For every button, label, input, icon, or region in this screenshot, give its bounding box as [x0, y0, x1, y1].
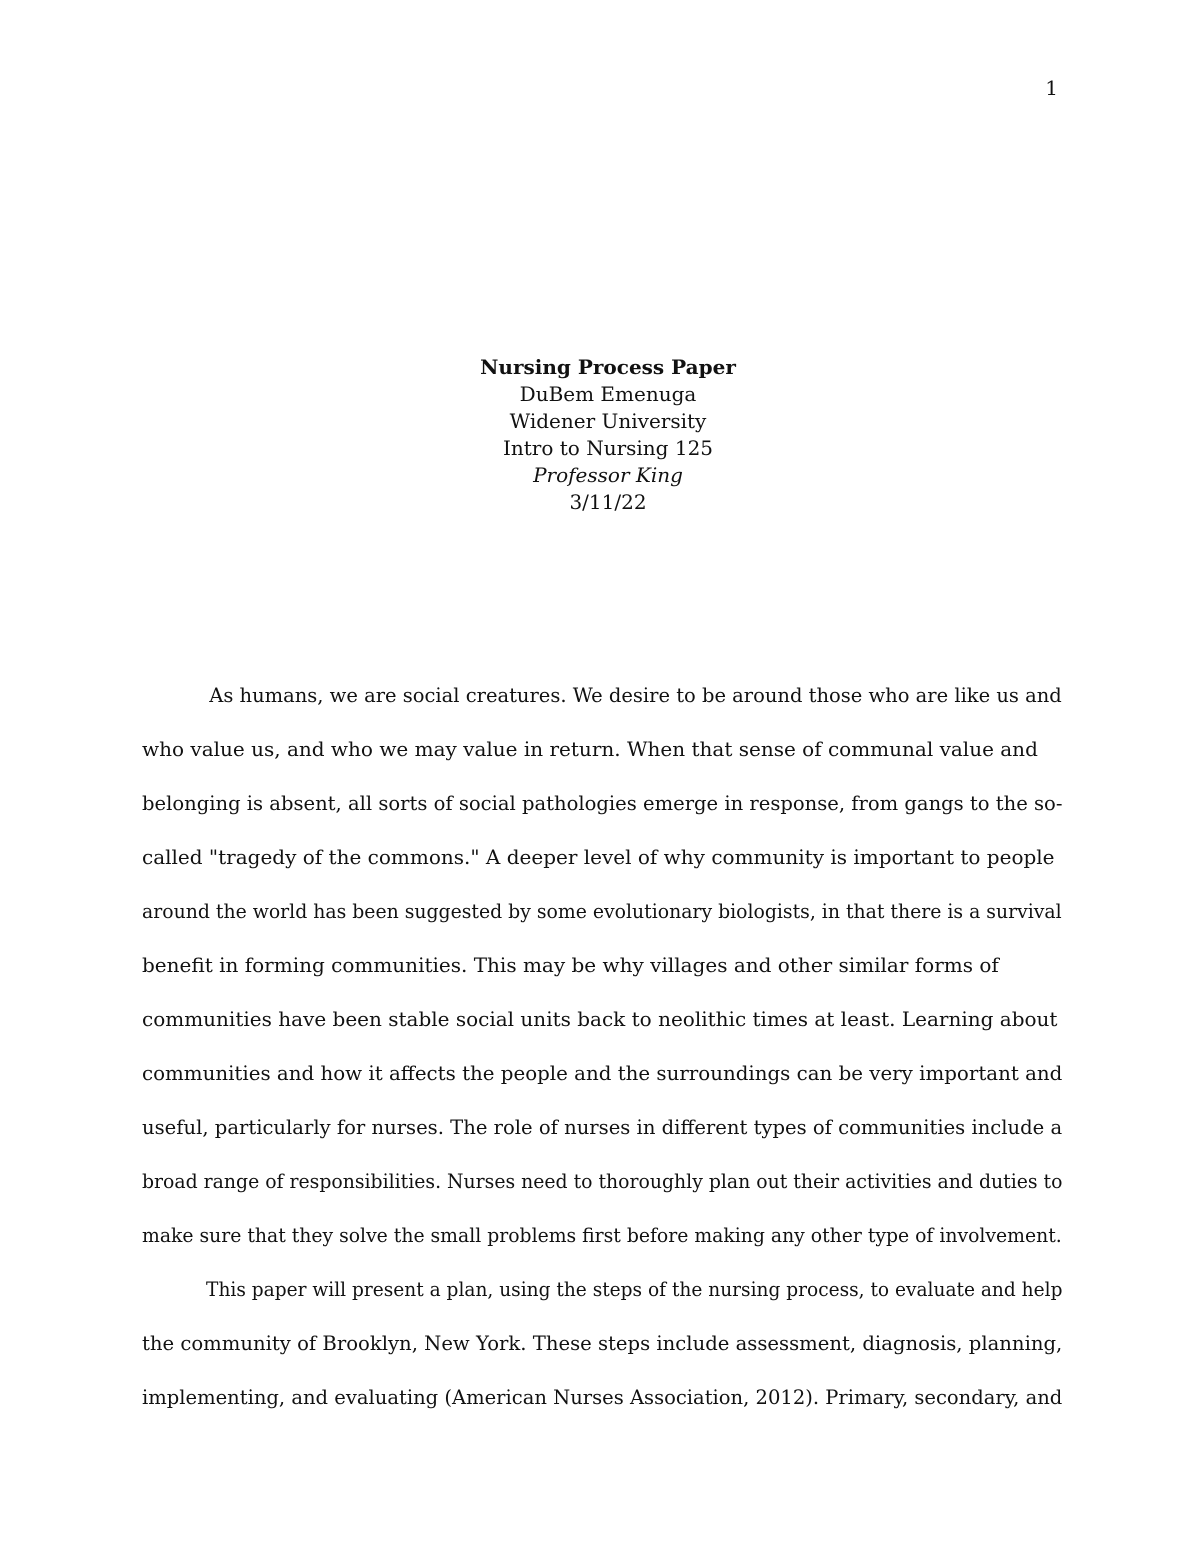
paragraph-line: belonging is absent, all sorts of social pathologies emerge in response, from gangs to the so-	[142, 791, 1063, 815]
paragraph-line: communities and how it affects the people and the surroundings can be very important and	[142, 1061, 1063, 1085]
paragraph-line: implementing, and evaluating (American Nurses Association, 2012). Primary, secondary, and	[142, 1385, 1063, 1409]
paragraph-2	[142, 1262, 1062, 1424]
paragraph-line: around the world has been suggested by some evolutionary biologists, in that there is a survival	[142, 899, 1062, 923]
paragraph-line: who value us, and who we may value in return. When that sense of communal value and	[142, 737, 1038, 761]
paper-date: 3/11/22	[569, 490, 647, 514]
professor-name: Professor King	[533, 463, 683, 487]
paper-title: Nursing Process Paper	[480, 355, 736, 379]
paragraph-line: called "tragedy of the commons." A deeper level of why community is important to people	[142, 845, 1055, 869]
course-name: Intro to Nursing 125	[502, 436, 714, 460]
institution-name: Widener University	[509, 409, 707, 433]
paragraph-1	[142, 668, 1062, 1262]
page-number: 1	[1045, 76, 1058, 100]
paragraph-line: broad range of responsibilities. Nurses need to thoroughly plan out their activities and duties to	[142, 1169, 1063, 1193]
title-block	[0, 354, 1200, 516]
paragraph-line: benefit in forming communities. This may be why villages and other similar forms of	[142, 953, 999, 977]
paragraph-line: the community of Brooklyn, New York. These steps include assessment, diagnosis, planning,	[142, 1331, 1063, 1355]
paragraph-line: As humans, we are social creatures. We desire to be around those who are like us and	[209, 683, 1062, 707]
paragraph-line: make sure that they solve the small problems first before making any other type of involvement.	[142, 1223, 1062, 1247]
paragraph-line: useful, particularly for nurses. The role of nurses in different types of communities include a	[142, 1115, 1063, 1139]
body-text	[142, 668, 1062, 1424]
paragraph-line: This paper will present a plan, using the steps of the nursing process, to evaluate and help	[206, 1277, 1063, 1301]
author-name: DuBem Emenuga	[519, 382, 697, 406]
paragraph-line: communities have been stable social units back to neolithic times at least. Learning about	[142, 1007, 1058, 1031]
